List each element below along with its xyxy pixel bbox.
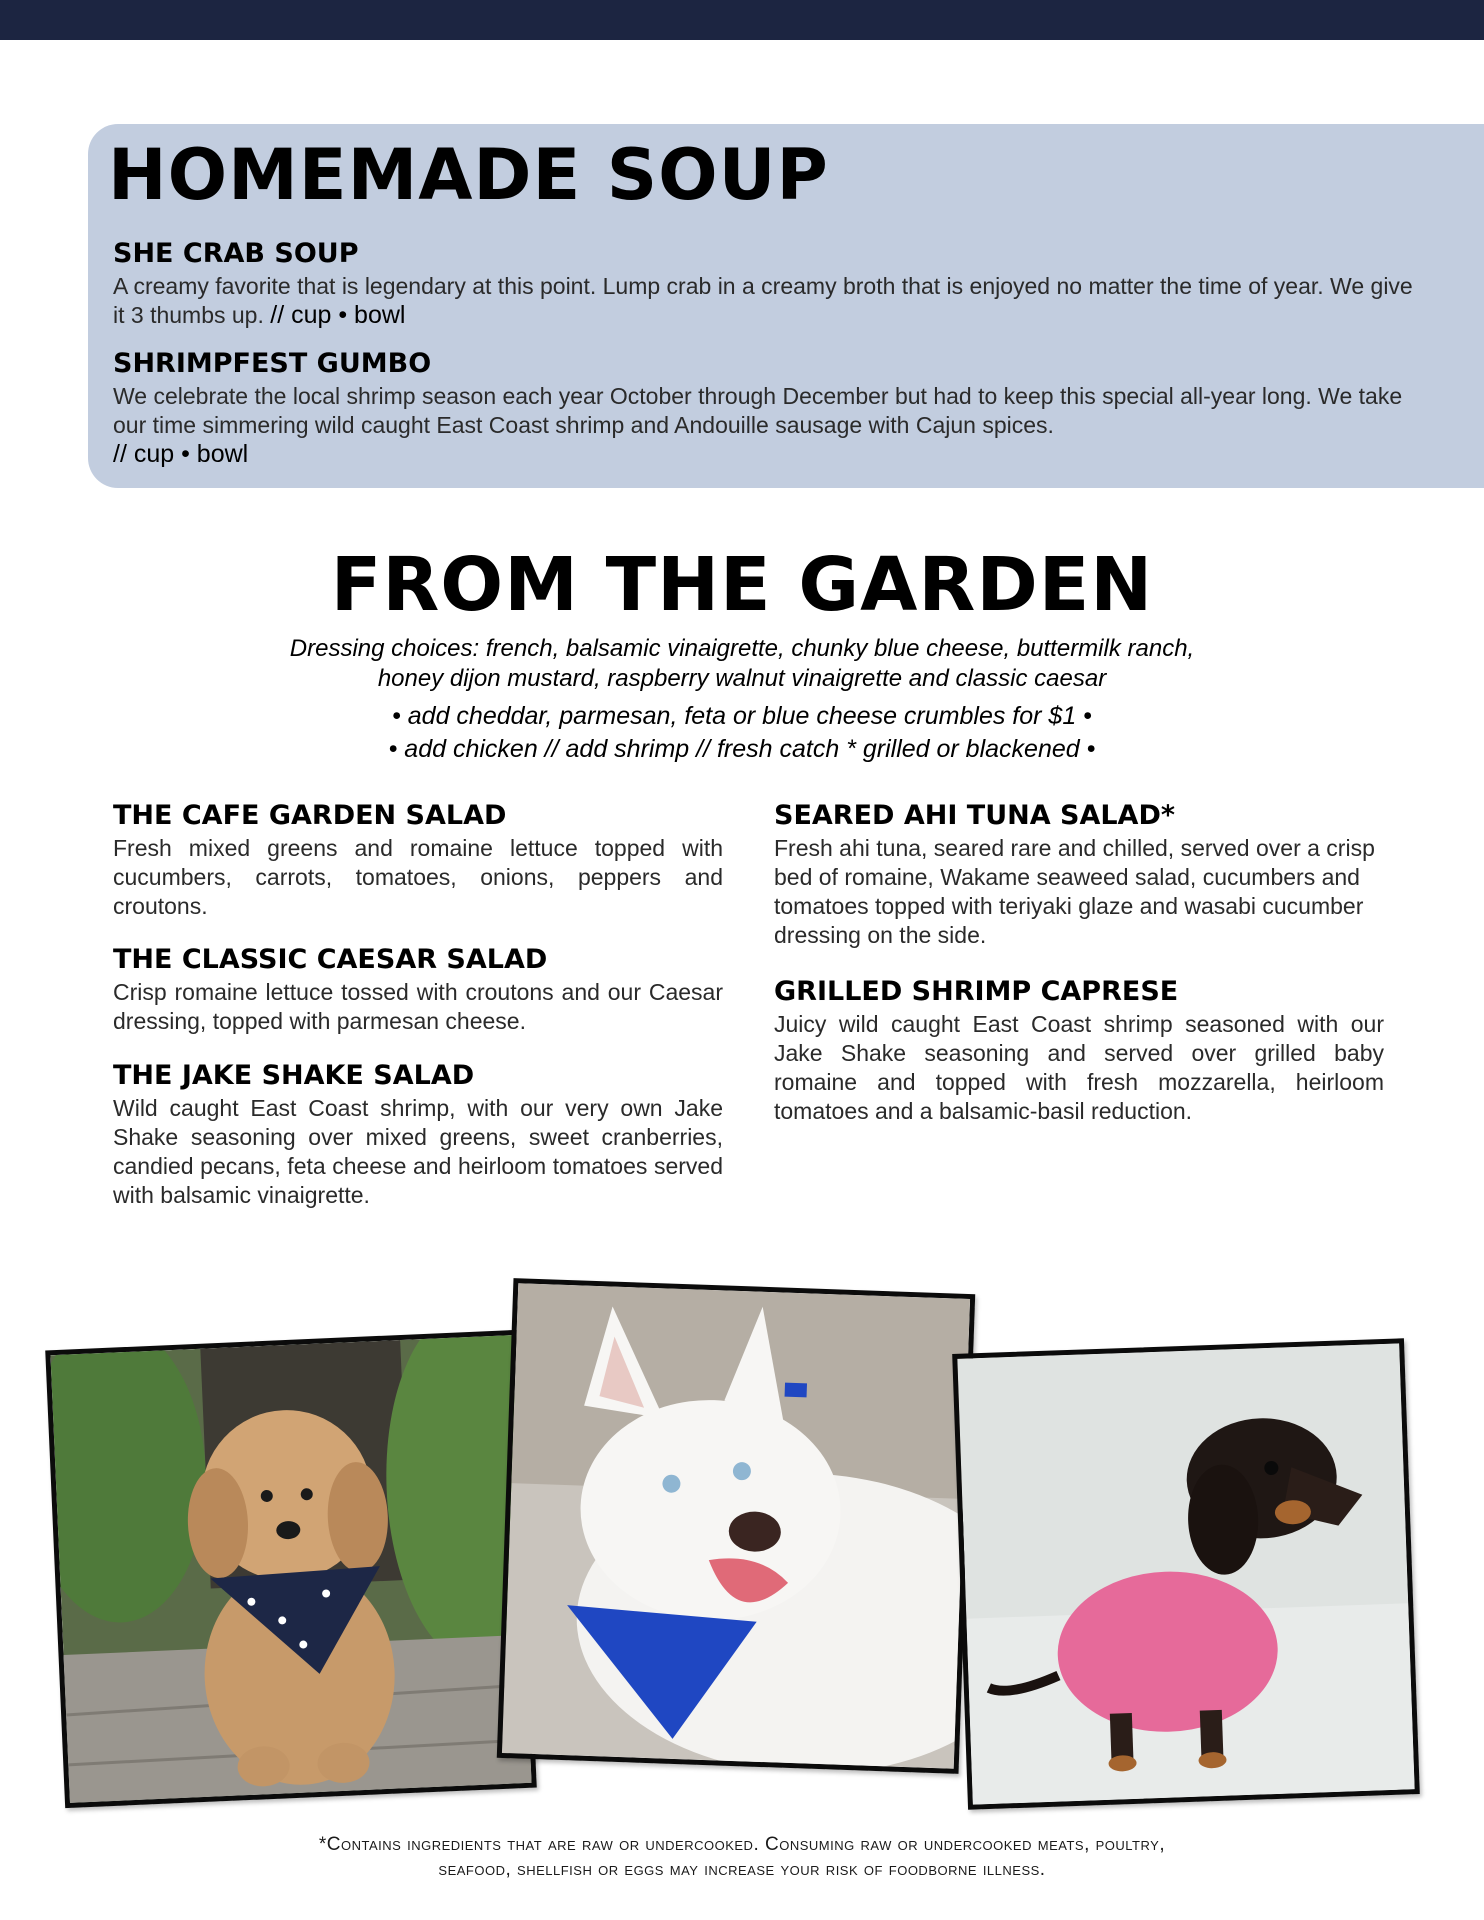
salad-description: Fresh mixed greens and romaine lettuce topped with cucumbers, carrots, tomatoes, onions, peppers and croutons. — [113, 835, 723, 920]
addon-line-1: • add cheddar, parmesan, feta or blue cheese crumbles for $1 • — [392, 702, 1092, 730]
salad-grilled-shrimp-caprese — [774, 976, 1384, 1126]
soup-item-she-crab — [113, 238, 1413, 330]
salad-classic-caesar — [113, 944, 723, 1036]
photo-goldendoodle — [45, 1330, 537, 1808]
soup-item-description: We celebrate the local shrimp season each year October through December but had to keep this special all-year long. We take our time simmering wild caught East Coast shrimp and Andouille sausage with Cajun spices. — [113, 383, 1403, 439]
salad-name: SEARED AHI TUNA SALAD* — [774, 800, 1175, 831]
soup-section-title: HOMEMADE SOUP — [108, 134, 829, 216]
addon-line-2: • add chicken // add shrimp // fresh catch * grilled or blackened • — [388, 735, 1096, 763]
salad-jake-shake — [113, 1060, 723, 1210]
dressing-choices-line-1: Dressing choices: french, balsamic vinaigrette, chunky blue cheese, buttermilk ranch, — [289, 635, 1195, 662]
soup-item-sizes: // cup • bowl — [270, 301, 406, 330]
soup-item-name: SHRIMPFEST GUMBO — [113, 348, 432, 379]
salad-description: Juicy wild caught East Coast shrimp seasoned with our Jake Shake seasoning and served over grilled baby romaine and topped with fresh mozzarella, heirloom tomatoes and a balsamic-basil reduction. — [774, 1011, 1384, 1125]
dressing-choices-line-2: honey dijon mustard, raspberry walnut vinaigrette and classic caesar — [377, 665, 1107, 692]
salad-description: Wild caught East Coast shrimp, with our very own Jake Shake seasoning over mixed greens, sweet cranberries, candied pecans, feta cheese and heirloom tomatoes served with balsamic vinaigrette. — [113, 1095, 723, 1209]
salad-name: THE CAFE GARDEN SALAD — [113, 800, 507, 831]
salad-name: GRILLED SHRIMP CAPRESE — [774, 976, 1179, 1007]
photo-dachshund — [952, 1338, 1420, 1809]
salad-description: Fresh ahi tuna, seared rare and chilled, served over a crisp bed of romaine, Wakame seaweed salad, cucumbers and tomatoes topped with teriyaki glaze and wasabi cucumber dressing on the side. — [774, 835, 1375, 949]
description-text: A creamy favorite that is legendary at this point. Lump crab in a creamy broth that is enjoyed no matter the time of year. We give it 3 thumbs up. — [113, 273, 1413, 329]
soup-item-name: SHE CRAB SOUP — [113, 238, 359, 269]
salad-name: THE CLASSIC CAESAR SALAD — [113, 944, 548, 975]
garden-section-title: FROM THE GARDEN — [330, 542, 1154, 628]
raw-food-disclaimer — [150, 1832, 1334, 1882]
top-bar — [0, 0, 1484, 40]
salad-name: THE JAKE SHAKE SALAD — [113, 1060, 475, 1091]
soup-item-description — [113, 272, 1413, 330]
salad-cafe-garden — [113, 800, 723, 921]
soup-item-sizes: // cup • bowl — [113, 440, 249, 469]
disclaimer-line-2: seafood, shellfish or eggs may increase your risk of foodborne illness. — [438, 1859, 1046, 1880]
photo-husky — [497, 1278, 975, 1774]
soup-item-gumbo — [113, 348, 1413, 469]
disclaimer-line-1: *Contains ingredients that are raw or undercooked. Consuming raw or undercooked meats, poultry, — [318, 1834, 1166, 1855]
salad-description: Crisp romaine lettuce tossed with croutons and our Caesar dressing, topped with parmesan cheese. — [113, 979, 723, 1035]
salad-seared-ahi-tuna — [774, 800, 1384, 950]
